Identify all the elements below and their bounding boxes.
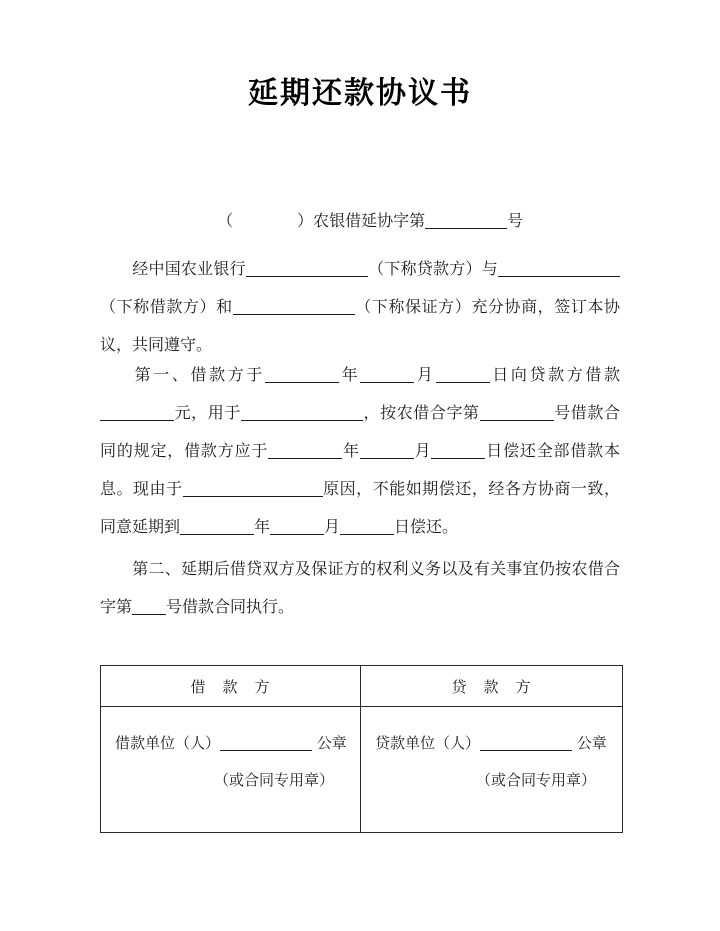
preamble-text-4: （下称保证方）充分协商，签订本协议，共同遵守。 <box>100 297 620 354</box>
borrower-seal-label: 公章 <box>316 734 347 752</box>
reason-blank[interactable] <box>183 479 323 497</box>
borrower-unit-label: 借款单位（人） <box>115 734 221 752</box>
page-title: 延期还款协议书 <box>248 76 472 111</box>
article-one-text-13: 月 <box>324 517 341 536</box>
article-one-text-8: 年 <box>342 441 360 460</box>
extend-month-blank[interactable] <box>270 517 324 535</box>
article-one-text-12: 年 <box>254 517 271 536</box>
lender-name-blank[interactable] <box>246 259 368 277</box>
loan-purpose-blank[interactable] <box>241 403 363 421</box>
lender-unit-label: 贷款单位（人） <box>375 734 481 752</box>
article-one-text-14: 日偿还。 <box>394 517 459 536</box>
guarantor-name-blank[interactable] <box>233 297 355 315</box>
table-header-lender: 贷 款 方 <box>361 666 623 707</box>
repay-month-blank[interactable] <box>360 441 414 459</box>
signature-table <box>100 665 623 833</box>
repay-year-blank[interactable] <box>268 441 342 459</box>
article-one-text-7: 号借款合同的规定，借款方应于 <box>100 403 620 460</box>
lender-signature-cell <box>361 707 623 833</box>
loan-month-blank[interactable] <box>360 365 414 383</box>
article-one-text-11: 原因，不能如期偿还，经各方协商一致，同意延期到 <box>100 479 620 536</box>
article-one-text-4: 日向贷款方借款 <box>489 365 620 384</box>
contract-number-line <box>0 182 720 260</box>
article-two-text-1: 第二、延期后借贷双方及保证方的权利义务以及有关事宜仍按农借合字第 <box>100 559 620 616</box>
article-one-text-2: 年 <box>339 365 361 384</box>
contract-number-suffix: 号 <box>507 211 524 230</box>
paragraph-article-one <box>100 356 620 546</box>
article-one-text-9: 月 <box>413 441 432 460</box>
paragraph-preamble <box>100 250 620 364</box>
preamble-text-3: （下称借款方）和 <box>100 297 233 316</box>
borrower-name-blank[interactable] <box>498 259 620 277</box>
article-two-text-2: 号借款合同执行。 <box>166 597 295 616</box>
table-header-borrower: 借 款 方 <box>101 666 361 707</box>
article-one-text-3: 月 <box>414 365 436 384</box>
contract-number-blank[interactable] <box>425 211 507 229</box>
extend-day-blank[interactable] <box>340 517 394 535</box>
repay-day-blank[interactable] <box>431 441 485 459</box>
lender-seal-note: （或合同专用章） <box>475 771 596 789</box>
extend-year-blank[interactable] <box>180 517 254 535</box>
article-one-text-5: 元，用于 <box>174 403 241 422</box>
table-row <box>101 707 623 833</box>
loan-day-blank[interactable] <box>436 365 490 383</box>
loan-amount-blank[interactable] <box>100 403 174 421</box>
borrower-signature-blank[interactable] <box>220 733 312 751</box>
lender-signature-blank[interactable] <box>480 733 572 751</box>
borrower-signature-line <box>115 725 346 762</box>
contract-ref-blank[interactable] <box>480 403 554 421</box>
preamble-text-2: （下称贷款方）与 <box>367 259 498 278</box>
article-one-text-10: 日偿还全部借款本息。现由于 <box>100 441 620 498</box>
borrower-signature-cell <box>101 707 361 833</box>
article-one-text-1: 第一、借款方于 <box>132 365 266 384</box>
contract-number-prefix: （ ）农银借延协字第 <box>217 211 426 230</box>
lender-signature-line <box>375 725 608 762</box>
loan-year-blank[interactable] <box>265 365 339 383</box>
article-one-text-6: ，按农借合字第 <box>362 403 480 422</box>
preamble-text-1: 经中国农业银行 <box>132 259 246 278</box>
article-two-contract-blank[interactable] <box>132 597 166 615</box>
lender-seal-label: 公章 <box>576 734 607 752</box>
paragraph-article-two <box>100 550 620 626</box>
table-header-row <box>101 666 623 707</box>
borrower-seal-note: （或合同专用章） <box>213 771 334 789</box>
